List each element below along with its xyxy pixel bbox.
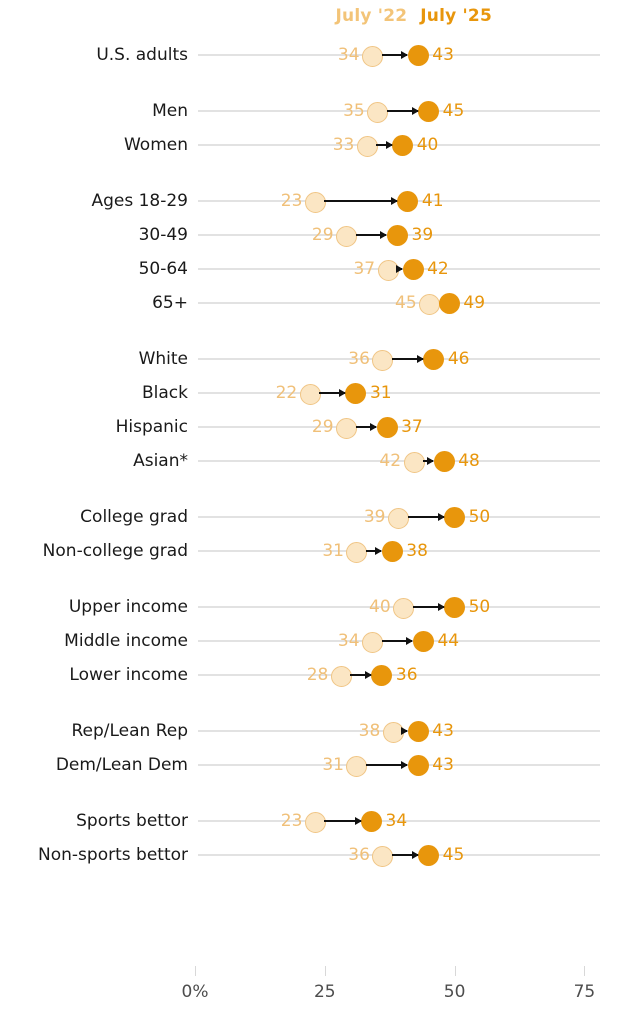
- chart-row: [0, 842, 620, 868]
- chart-row: [0, 538, 620, 564]
- row-label: Dem/Lean Dem: [55, 755, 188, 775]
- chart-row: [0, 98, 620, 124]
- change-arrow: [382, 640, 413, 642]
- end-dot: [418, 101, 439, 122]
- end-dot: [377, 417, 398, 438]
- end-dot: [403, 259, 424, 280]
- row-label: 50-64: [138, 259, 188, 279]
- row-label: Women: [123, 135, 188, 155]
- row-label: Upper income: [68, 597, 188, 617]
- row-end-value: 50: [468, 507, 491, 527]
- row-start-value: 22: [275, 383, 298, 403]
- start-dot: [388, 508, 409, 529]
- row-start-value: 23: [280, 191, 303, 211]
- change-arrow: [366, 764, 407, 766]
- change-arrow: [350, 674, 371, 676]
- end-dot: [408, 45, 429, 66]
- start-dot: [362, 632, 383, 653]
- change-arrow: [392, 358, 423, 360]
- row-end-value: 31: [369, 383, 392, 403]
- legend-start-label: July '22: [335, 6, 408, 26]
- axis-tick: [325, 966, 326, 976]
- row-end-value: 41: [421, 191, 444, 211]
- change-arrow: [382, 54, 408, 56]
- row-start-value: 29: [311, 417, 334, 437]
- row-end-value: 37: [401, 417, 423, 437]
- change-arrow: [356, 234, 387, 236]
- row-end-value: 43: [432, 45, 454, 65]
- row-label: Non-college grad: [42, 541, 188, 561]
- start-dot: [346, 542, 367, 563]
- start-dot: [393, 598, 414, 619]
- change-arrow: [366, 550, 381, 552]
- change-arrow: [356, 426, 377, 428]
- axis-tick: [195, 966, 196, 976]
- row-start-value: 45: [395, 293, 417, 313]
- end-dot: [439, 293, 460, 314]
- row-start-value: 31: [322, 755, 344, 775]
- chart-row: [0, 222, 620, 248]
- end-dot: [423, 349, 444, 370]
- row-label: Middle income: [64, 631, 188, 651]
- row-label: Asian*: [133, 451, 188, 471]
- chart-row: [0, 42, 620, 68]
- change-arrow: [376, 144, 391, 146]
- chart-row: [0, 132, 620, 158]
- start-dot: [300, 384, 321, 405]
- chart-row: [0, 752, 620, 778]
- axis-tick-label: 50: [443, 982, 466, 1002]
- end-dot: [397, 191, 418, 212]
- chart-row: [0, 718, 620, 744]
- end-dot: [382, 541, 403, 562]
- start-dot: [404, 452, 425, 473]
- start-dot: [336, 226, 357, 247]
- end-dot: [413, 631, 434, 652]
- end-dot: [408, 755, 429, 776]
- start-dot: [331, 666, 352, 687]
- change-arrow: [319, 392, 345, 394]
- legend-end-label: July '25: [420, 6, 492, 26]
- row-start-value: 40: [369, 597, 391, 617]
- end-dot: [434, 451, 455, 472]
- chart-row: [0, 448, 620, 474]
- chart-row: [0, 188, 620, 214]
- row-end-value: 48: [458, 451, 480, 471]
- chart-row: [0, 290, 620, 316]
- start-dot: [372, 350, 393, 371]
- row-start-value: 38: [358, 721, 381, 741]
- row-start-value: 33: [332, 135, 355, 155]
- row-label: 30-49: [138, 225, 188, 245]
- end-dot: [392, 135, 413, 156]
- end-dot: [444, 597, 465, 618]
- change-arrow: [324, 200, 396, 202]
- row-label: 65+: [152, 293, 188, 313]
- end-dot: [387, 225, 408, 246]
- chart-row: [0, 346, 620, 372]
- row-label: Hispanic: [115, 417, 188, 437]
- end-dot: [408, 721, 429, 742]
- end-dot: [345, 383, 366, 404]
- row-end-value: 42: [427, 259, 449, 279]
- change-arrow: [402, 730, 407, 732]
- row-end-value: 45: [442, 845, 465, 865]
- row-label: Men: [152, 101, 188, 121]
- start-dot: [419, 294, 440, 315]
- row-label: College grad: [80, 507, 188, 527]
- chart-row: [0, 256, 620, 282]
- start-dot: [372, 846, 393, 867]
- row-label: Rep/Lean Rep: [71, 721, 188, 741]
- axis-tick-label: 25: [313, 982, 336, 1002]
- row-label: Sports bettor: [76, 811, 188, 831]
- row-label: Non-sports bettor: [38, 845, 188, 865]
- chart-row: [0, 662, 620, 688]
- row-label: U.S. adults: [96, 45, 188, 65]
- axis-tick-label: 75: [573, 982, 596, 1002]
- chart-row: [0, 414, 620, 440]
- row-start-value: 29: [311, 225, 334, 245]
- start-dot: [367, 102, 388, 123]
- row-end-value: 50: [468, 597, 491, 617]
- row-label: Ages 18-29: [91, 191, 188, 211]
- row-track: [198, 392, 600, 394]
- row-end-value: 40: [416, 135, 439, 155]
- change-arrow: [408, 516, 444, 518]
- row-track: [198, 426, 600, 428]
- chart-row: [0, 504, 620, 530]
- row-end-value: 43: [432, 755, 454, 775]
- chart-row: [0, 380, 620, 406]
- row-start-value: 34: [337, 631, 360, 651]
- start-dot: [346, 756, 367, 777]
- axis-tick: [584, 966, 585, 976]
- row-label: White: [138, 349, 188, 369]
- row-start-value: 28: [306, 665, 329, 685]
- start-dot: [362, 46, 383, 67]
- chart-row: [0, 628, 620, 654]
- start-dot: [357, 136, 378, 157]
- row-end-value: 38: [406, 541, 428, 561]
- row-end-value: 39: [411, 225, 434, 245]
- row-start-value: 39: [363, 507, 386, 527]
- row-start-value: 42: [379, 451, 402, 471]
- row-end-value: 49: [463, 293, 486, 313]
- row-start-value: 34: [337, 45, 360, 65]
- row-end-value: 36: [395, 665, 418, 685]
- axis-tick-label: 0%: [181, 982, 209, 1002]
- row-end-value: 43: [432, 721, 454, 741]
- axis-tick: [455, 966, 456, 976]
- row-start-value: 31: [322, 541, 344, 561]
- row-start-value: 37: [353, 259, 376, 279]
- change-arrow: [324, 820, 360, 822]
- end-dot: [418, 845, 439, 866]
- row-label: Lower income: [69, 665, 188, 685]
- start-dot: [305, 192, 326, 213]
- end-dot: [444, 507, 465, 528]
- row-start-value: 35: [343, 101, 365, 121]
- chart-row: [0, 808, 620, 834]
- change-arrow: [413, 606, 444, 608]
- change-arrow: [423, 460, 433, 462]
- row-start-value: 36: [348, 845, 370, 865]
- change-arrow: [397, 268, 402, 270]
- row-label: Black: [142, 383, 188, 403]
- end-dot: [361, 811, 382, 832]
- end-dot: [371, 665, 392, 686]
- change-arrow: [392, 854, 418, 856]
- row-end-value: 34: [385, 811, 408, 831]
- start-dot: [305, 812, 326, 833]
- change-arrow: [387, 110, 418, 112]
- row-end-value: 46: [447, 349, 470, 369]
- row-end-value: 45: [442, 101, 465, 121]
- start-dot: [336, 418, 357, 439]
- chart-row: [0, 594, 620, 620]
- row-end-value: 44: [437, 631, 460, 651]
- row-start-value: 23: [280, 811, 303, 831]
- row-start-value: 36: [348, 349, 370, 369]
